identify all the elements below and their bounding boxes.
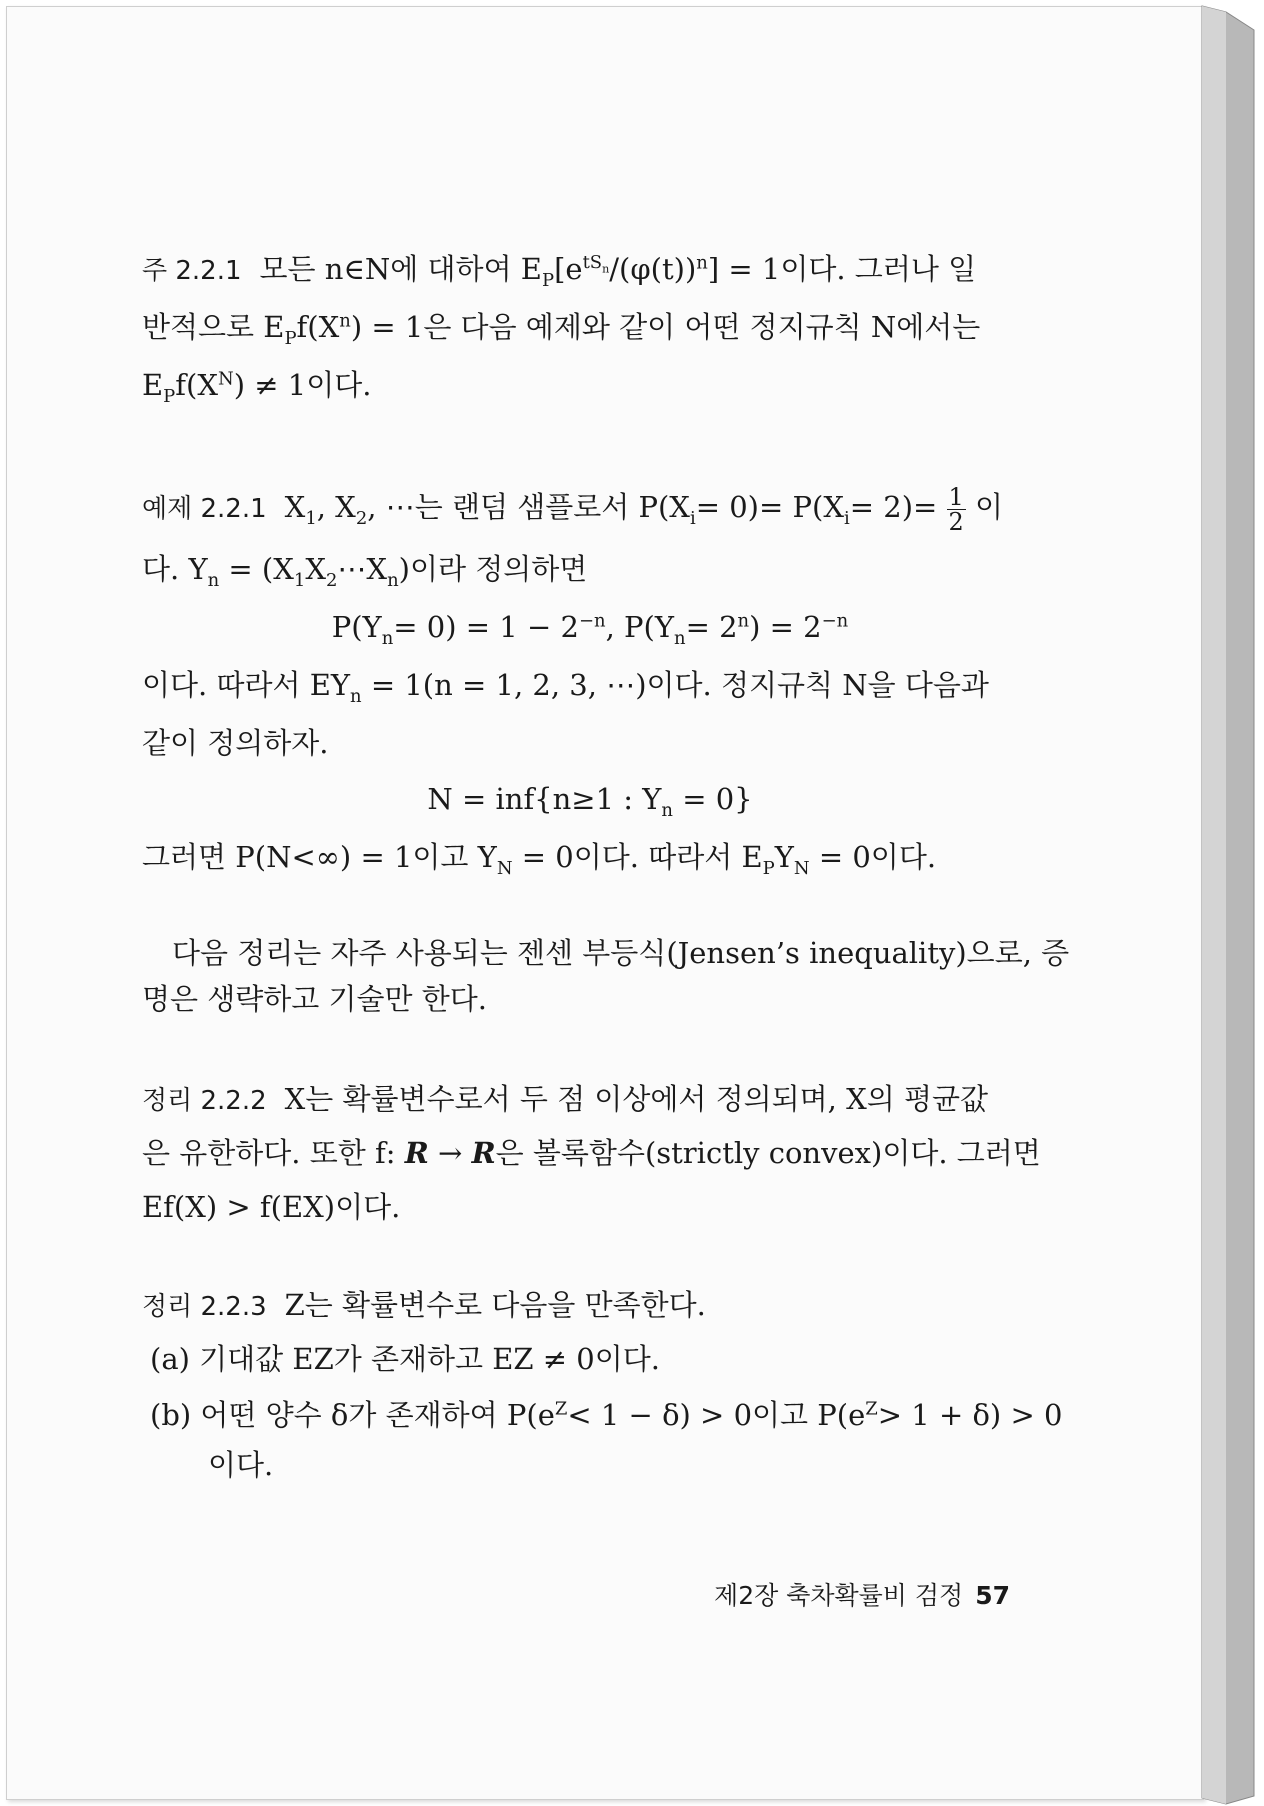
example-line-4: 같이 정의하자.: [142, 726, 329, 760]
theorem-223-line-1: 정리 2.2.3 Z는 확률변수로 다음을 만족한다.: [142, 1288, 706, 1322]
theorem-222-line-2: 은 유한하다. 또한 f: R → R은 볼록함수(strictly convex)이다. 그러면: [142, 1136, 1041, 1170]
theorem-223-item-b: (b) 어떤 양수 δ가 존재하여 $P(e^Z< 1 - \delta) > 0$이고 $P(e^Z> 1 + \delta) > 0$: [150, 1398, 1063, 1432]
theorem-223-item-b-cont: 이다.: [208, 1448, 274, 1482]
example-equation-2: N = inf{n≥1 : $Y_n = 0$}: [427, 782, 753, 821]
note-line-1: 주 2.2.1 모든 n∈N에 대하여 $E_P[e^{tS_n}/(\varphi(t))^n] = 1$이다. 그러나 일: [142, 252, 977, 291]
example-line-1: 예제 2.2.1 $X_1$, $X_2$, ⋯는 랜덤 샘플로서 $P(X_i= 0)= P(X_i= 2)=$ $\frac{1}{2}$ 이: [142, 482, 1004, 536]
theorem-222-line-3: Ef(X) > f(EX)이다.: [142, 1190, 401, 1224]
theorem-223-item-a: (a) 기대값 EZ가 존재하고 EZ ≠ 0이다.: [150, 1342, 660, 1376]
page-number: 57: [975, 1581, 1010, 1610]
note-line-3: $E_Pf(X^N) \ne 1$이다.: [142, 368, 372, 407]
chapter-title: 제2장 축차확률비 검정: [714, 1581, 964, 1610]
example-equation-1: $P(Y_n= 0) = 1 - 2^{-n}$, $P(Y_n= 2^n) = 2^{-n}$: [331, 610, 849, 649]
example-line-3: 이다. 따라서 $EY_n = 1(n = 1$, 2, 3, ⋯)이다. 정지규칙 N을 다음과: [142, 668, 989, 707]
example-line-5: 그러면 P(N<∞) = 1이고 $Y_N = 0$이다. 따라서 $E_PY_N = 0$이다.: [142, 840, 937, 879]
note-line-2: 반적으로 $E_Pf(X^n) = 1$은 다음 예제와 같이 어떤 정지규칙 N에서는: [142, 310, 981, 349]
fraction-one-half: $\frac{1}{2}$: [948, 482, 964, 536]
example-line-2: 다. $Y_n$ = $(X_1X_2\cdots X_n)$이라 정의하면: [142, 552, 588, 591]
page-footer: [700, 1576, 1010, 1616]
jensen-intro-line-2: 명은 생략하고 기술만 한다.: [142, 982, 488, 1016]
theorem-222-line-1: 정리 2.2.2 X는 확률변수로서 두 점 이상에서 정의되며, X의 평균값: [142, 1082, 988, 1116]
jensen-intro-line-1: 다음 정리는 자주 사용되는 젠센 부등식(Jensen’s inequality)으로, 증: [172, 936, 1070, 970]
